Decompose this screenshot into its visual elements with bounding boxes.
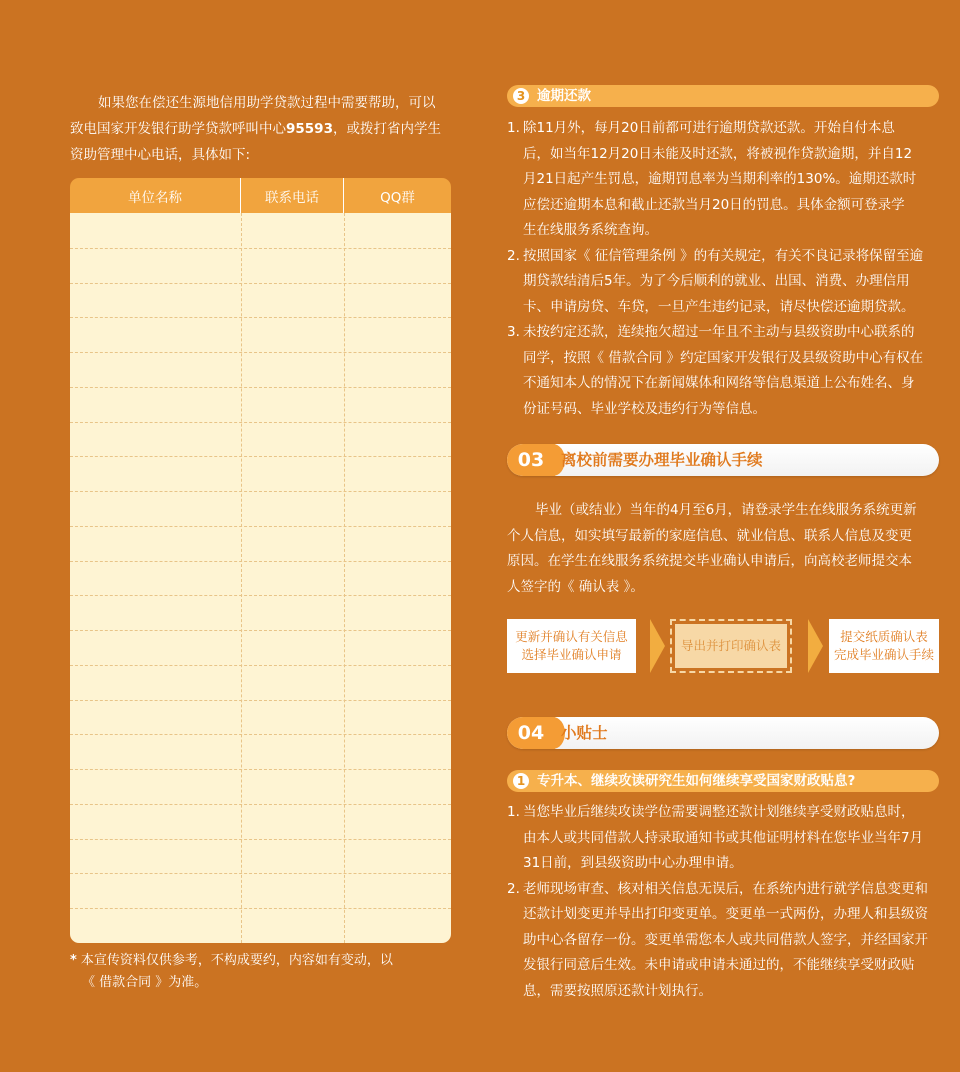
list-line: 月21日起产生罚息，逾期罚息率为当期利率的130%。逾期还款时 <box>523 171 917 187</box>
table-row-divider <box>70 248 451 249</box>
number-badge-icon: 1 <box>513 773 529 789</box>
list-line: 由本人或共同借款人持录取通知书或其他证明材料在您毕业当年7月 <box>523 829 924 846</box>
table-row-divider <box>70 630 451 631</box>
flow-step-2 <box>670 619 792 673</box>
table-row-divider <box>70 665 451 666</box>
footnote <box>70 950 455 994</box>
list-line: 息，需要按照原还款计划执行。 <box>523 982 712 999</box>
list-item <box>507 244 947 321</box>
intro-line-2-suffix: ，或拨打省内学生 <box>332 121 441 137</box>
table-row-divider <box>70 734 451 735</box>
list-line: 不通知本人的情况下在新闻媒体和网络等信息渠道上公布姓名、身 <box>523 375 915 391</box>
list-number: 1. <box>507 120 520 136</box>
table-row-divider <box>70 700 451 701</box>
list-line: 除11月外，每月20日前都可进行逾期贷款还款。开始自付本息 <box>523 120 895 136</box>
section-03-paragraph <box>507 498 947 600</box>
intro-line-3: 资助管理中心电话，具体如下: <box>70 147 251 163</box>
list-item <box>507 320 947 422</box>
intro-line-1: 如果您在偿还生源地信用助学贷款过程中需要帮助，可以 <box>98 95 436 111</box>
flow-arrow-icon <box>808 619 823 673</box>
table-row-divider <box>70 526 451 527</box>
list-item <box>507 877 947 1005</box>
flow-step-1 <box>507 619 636 673</box>
table-row-divider <box>70 561 451 562</box>
paragraph-line: 个人信息，如实填写最新的家庭信息、就业信息、联系人信息及变更 <box>507 527 912 544</box>
number-badge-icon: 3 <box>513 88 529 104</box>
column-header-phone: 联系电话 <box>241 178 344 213</box>
intro-line-2-text: 致电国家开发银行助学贷款呼叫中心 <box>70 121 286 137</box>
table-header-row <box>70 178 451 213</box>
table-body <box>70 213 451 943</box>
list-line: 生在线服务系统查询。 <box>523 222 658 238</box>
list-line: 期贷款结清后5年。为了今后顺利的就业、出国、消费、办理信用 <box>523 273 910 289</box>
list-number: 2. <box>507 247 520 264</box>
step-text: 选择毕业确认申请 <box>521 647 622 662</box>
footnote-line-2: 《 借款合同 》为准。 <box>82 975 208 990</box>
tip-title: 专升本、继续攻读研究生如何继续享受国家财政贴息? <box>537 773 856 789</box>
list-line: 助中心各留存一份。变更单需您本人或共同借款人签字，并经国家开 <box>523 931 928 948</box>
flow-step-3 <box>829 619 939 673</box>
section-04-title: 小贴士 <box>561 724 608 742</box>
section-03-header <box>507 444 939 476</box>
paragraph-line: 人签字的《 确认表 》。 <box>507 578 644 595</box>
list-line: 份证号码、毕业学校及违约行为等信息。 <box>523 400 766 417</box>
section-04-header <box>507 717 939 749</box>
table-row-divider <box>70 387 451 388</box>
step-text: 更新并确认有关信息 <box>515 629 628 644</box>
table-row-divider <box>70 317 451 318</box>
tip-list <box>507 800 947 1004</box>
table-row-divider <box>70 491 451 492</box>
list-line: 31日前，到县级资助中心办理申请。 <box>523 855 743 871</box>
table-row-divider <box>70 456 451 457</box>
step-text: 导出并打印确认表 <box>675 624 787 668</box>
table-row-divider <box>70 769 451 770</box>
overdue-title: 逾期还款 <box>537 88 591 104</box>
list-line: 应偿还逾期本息和截止还款当月20日的罚息。具体金额可登录学 <box>523 196 905 213</box>
table-row-divider <box>70 873 451 874</box>
contact-table <box>70 178 451 943</box>
step-text: 完成毕业确认手续 <box>833 647 934 662</box>
section-number-badge: 04 <box>507 717 555 749</box>
list-item <box>507 800 947 877</box>
section-03-title: 离校前需要办理毕业确认手续 <box>561 451 763 469</box>
table-row-divider <box>70 839 451 840</box>
list-line: 还款计划变更并导出打印变更单。变更单一式两份，办理人和县级资 <box>523 906 928 922</box>
footnote-text: 本宣传资料仅供参考，不构成要约，内容如有变动，以 <box>80 953 393 968</box>
overdue-heading <box>507 85 939 107</box>
list-line: 未按约定还款，连续拖欠超过一年且不主动与县级资助中心联系的 <box>523 324 915 340</box>
list-line: 卡、申请房贷、车贷，一旦产生违约记录，请尽快偿还逾期贷款。 <box>523 298 915 315</box>
list-line: 老师现场审查、核对相关信息无误后，在系统内进行就学信息变更和 <box>523 880 928 897</box>
intro-paragraph <box>70 90 455 168</box>
section-number-badge: 03 <box>507 444 555 476</box>
tip-heading <box>507 770 939 792</box>
paragraph-line: 原因。在学生在线服务系统提交毕业确认申请后，向高校老师提交本 <box>507 553 912 569</box>
list-line: 按照国家《 征信管理条例 》的有关规定，有关不良记录将保留至逾 <box>523 247 924 264</box>
table-row-divider <box>70 422 451 423</box>
column-divider <box>241 213 242 943</box>
footnote-line-1 <box>70 950 455 972</box>
table-row-divider <box>70 595 451 596</box>
asterisk-icon: * <box>70 953 77 968</box>
list-number: 1. <box>507 804 520 820</box>
intro-line-2 <box>70 116 455 142</box>
list-item <box>507 116 947 244</box>
list-number: 3. <box>507 324 520 340</box>
table-row-divider <box>70 283 451 284</box>
step-text: 提交纸质确认表 <box>840 629 928 644</box>
overdue-list <box>507 116 947 422</box>
list-line: 发银行同意后生效。未申请或申请未通过的，不能继续享受财政贴 <box>523 957 915 973</box>
table-row-divider <box>70 352 451 353</box>
column-header-unit-name: 单位名称 <box>70 178 241 213</box>
paragraph-line: 毕业（或结业）当年的4月至6月，请登录学生在线服务系统更新 <box>535 502 917 518</box>
table-row-divider <box>70 804 451 805</box>
list-line: 后，如当年12月20日未能及时还款，将被视作贷款逾期，并自12 <box>523 145 913 162</box>
list-line: 当您毕业后继续攻读学位需要调整还款计划继续享受财政贴息时， <box>523 804 915 820</box>
flow-arrow-icon <box>650 619 665 673</box>
list-number: 2. <box>507 880 520 897</box>
list-line: 同学，按照《 借款合同 》约定国家开发银行及县级资助中心有权在 <box>523 349 924 366</box>
table-row-divider <box>70 908 451 909</box>
column-divider <box>344 213 345 943</box>
column-header-qq: QQ群 <box>380 189 415 206</box>
hotline-number: 95593 <box>286 121 333 137</box>
